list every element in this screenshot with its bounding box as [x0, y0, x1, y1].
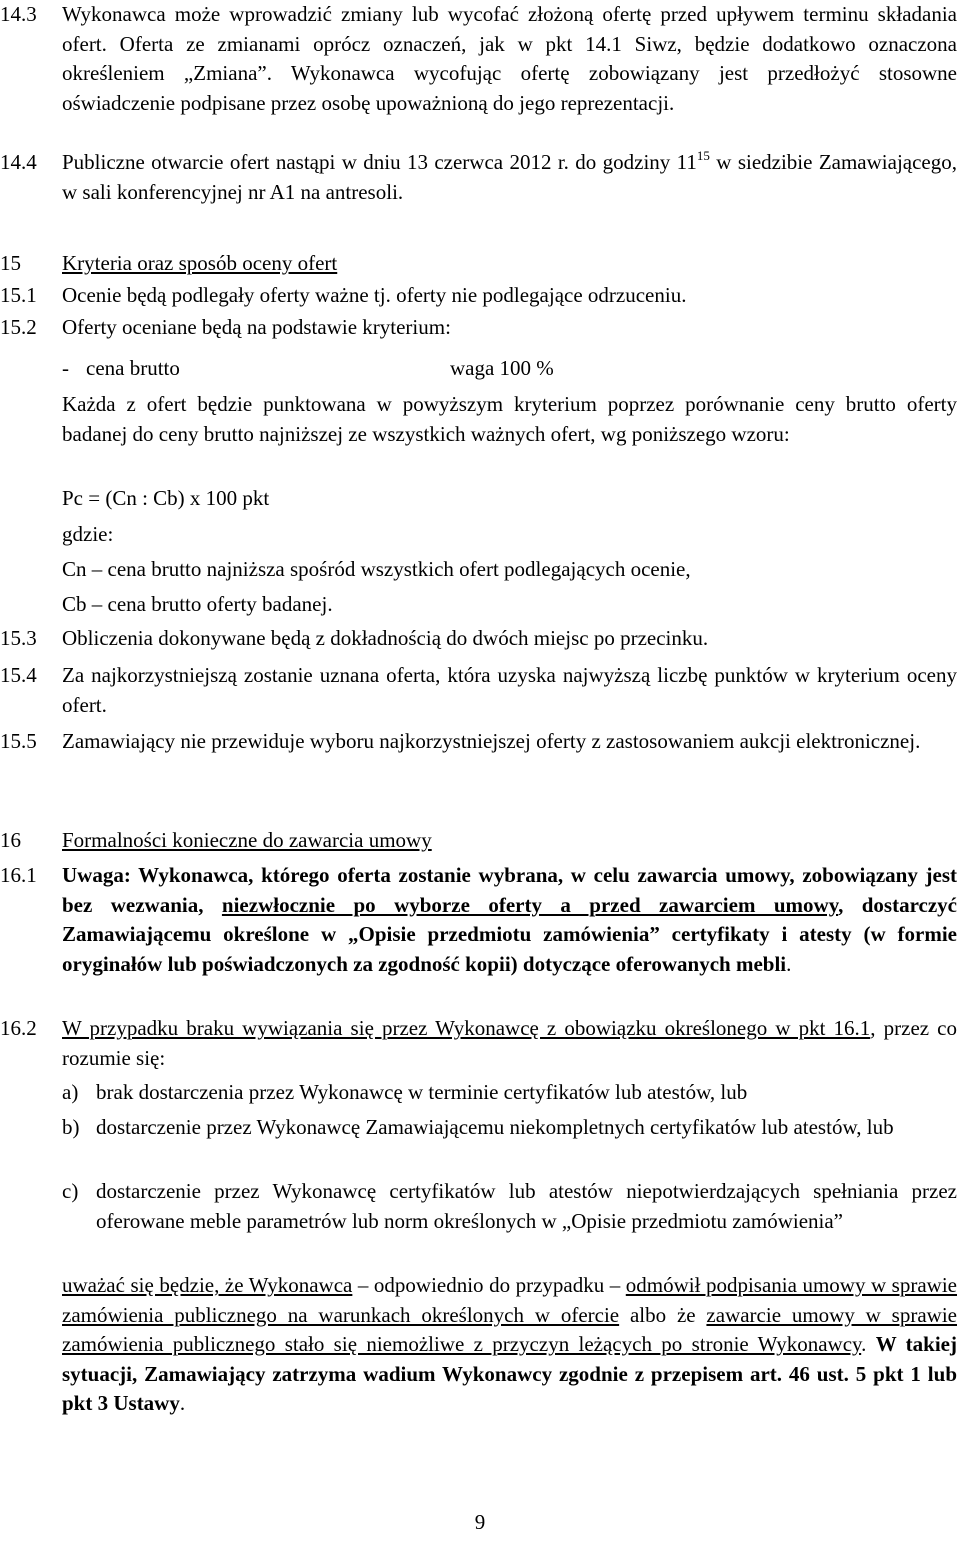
section-text	[62, 1014, 957, 1073]
text-part: , przez co rozumie się:	[62, 1016, 957, 1070]
section-text: Zamawiający nie przewiduje wyboru najkorzystniejszej oferty z zastosowaniem aukcji elektronicznej.	[62, 729, 921, 753]
section-text: Wykonawca może wprowadzić zmiany lub wycofać złożoną ofertę przed upływem terminu składania ofert. Oferta ze zmianami oprócz oznaczeń, jak w pkt 14.1 Siwz, będzie dodatkowo oznaczona określeniem „Zmiana”. Wykonawca wycofując ofertę zobowiązany jest przedłożyć stosowne oświadczenie podpisane przez osobę upoważnioną do jego reprezentacji.	[62, 2, 957, 115]
section-number: 14.3	[0, 2, 37, 26]
time-superscript: 15	[696, 148, 710, 163]
text-part: Publiczne otwarcie ofert nastąpi w dniu 13 czerwca 2012 r. do godziny 11	[62, 150, 697, 174]
text-part: W takiej sytuacji, Zamawiający zatrzyma wadium Wykonawcy zgodnie z przepisem art. 46 ust. 5 pkt 1 lub pkt 3 Ustawy	[62, 1332, 957, 1415]
section-text	[62, 861, 957, 979]
description-text: Każda z ofert będzie punktowana w powyższym kryterium poprzez porównanie ceny brutto oferty badanej do ceny brutto najniższej ze wszystkich ważnych ofert, wg poniższego wzoru:	[62, 392, 957, 446]
formula: Pc = (Cn : Cb) x 100 pkt	[62, 486, 270, 510]
text-part: .	[861, 1332, 876, 1356]
criterion-name: cena brutto	[86, 356, 180, 380]
section-number: 15.4	[0, 663, 37, 687]
section-title	[62, 826, 957, 856]
section-text: Ocenie będą podlegały oferty ważne tj. oferty nie podlegające odrzuceniu.	[62, 283, 687, 307]
section-number: 15	[0, 251, 21, 275]
text-part: W przypadku braku wywiązania się przez Wykonawcę z obowiązku określonego w pkt 16.1	[62, 1016, 871, 1040]
text-part: zawarcie umowy w sprawie zamówienia publicznego stało się niemożliwe z przyczyn leżących po stronie Wykonawcy	[62, 1302, 957, 1356]
section-number: 15.1	[0, 283, 37, 307]
section-number: 15.2	[0, 315, 37, 339]
section-text: Za najkorzystniejszą zostanie uznana oferta, która uzyska najwyższą liczbę punktów w kryterium oceny ofert.	[62, 663, 957, 717]
text-part: niezwłocznie po wyborze oferty a przed zawarciem umowy	[221, 892, 839, 917]
list-text: dostarczenie przez Wykonawcę certyfikatów lub atestów niepotwierdzających spełniania przez oferowane meble parametrów lub norm określonych w „Opisie przedmiotu zamówienia”	[96, 1179, 957, 1233]
section-title	[62, 249, 957, 279]
text-part: odmówił podpisania umowy w sprawie zamówienia publicznego na warunkach określonych w ofercie	[62, 1273, 957, 1327]
section-text	[62, 148, 957, 207]
section-number: 14.4	[0, 150, 37, 174]
formula-where: gdzie:	[62, 522, 114, 546]
heading-text: Formalności konieczne do zawarcia umowy	[62, 828, 432, 852]
section-number: 16	[0, 828, 21, 852]
text-part: Uwaga: Wykonawca, którego oferta zostanie wybrana, w celu zawarcia umowy, zobowiązany jest bez wezwania,	[62, 863, 957, 917]
text-part: .	[179, 1391, 186, 1415]
text-part: albo że	[619, 1302, 707, 1327]
text-part: , dostarczyć Zamawiającemu określone w „Opisie przedmiotu zamówienia” certyfikaty i atesty (w formie oryginałów lub poświadczonych za zgodność kopii) dotyczące oferowanych mebli	[62, 892, 957, 976]
list-label: b)	[62, 1115, 80, 1139]
criterion-row	[62, 354, 554, 384]
section-text: Obliczenia dokonywane będą z dokładnością do dwóch miejsc po przecinku.	[62, 626, 709, 650]
list-label: a)	[62, 1080, 79, 1104]
heading-text: Kryteria oraz sposób oceny ofert	[62, 251, 338, 275]
section-number: 16.2	[0, 1016, 37, 1040]
list-label: c)	[62, 1179, 79, 1203]
section-number: 15.3	[0, 626, 37, 650]
formula-cn: Cn – cena brutto najniższa spośród wszystkich ofert podlegających ocenie,	[62, 557, 691, 581]
section-number: 15.5	[0, 729, 37, 753]
criterion-dash: -	[62, 356, 69, 380]
criterion-weight: waga 100 %	[450, 356, 554, 380]
text-part: .	[786, 951, 792, 976]
text-part: – odpowiednio do przypadku –	[352, 1273, 626, 1297]
text-part: uważać się będzie, że Wykonawca	[62, 1273, 353, 1297]
section-text: Oferty oceniane będą na podstawie kryterium:	[62, 315, 451, 339]
formula-cb: Cb – cena brutto oferty badanej.	[62, 592, 333, 616]
list-text: brak dostarczenia przez Wykonawcę w terminie certyfikatów lub atestów, lub	[96, 1080, 748, 1104]
text-part: w siedzibie Zamawiającego, w sali konferencyjnej nr A1 na antresoli.	[62, 150, 957, 204]
list-text: dostarczenie przez Wykonawcę Zamawiającemu niekompletnych certyfikatów lub atestów, lub	[96, 1115, 894, 1139]
page-number: 9	[474, 1510, 486, 1534]
paragraph-text	[62, 1271, 957, 1419]
section-number: 16.1	[0, 863, 37, 887]
